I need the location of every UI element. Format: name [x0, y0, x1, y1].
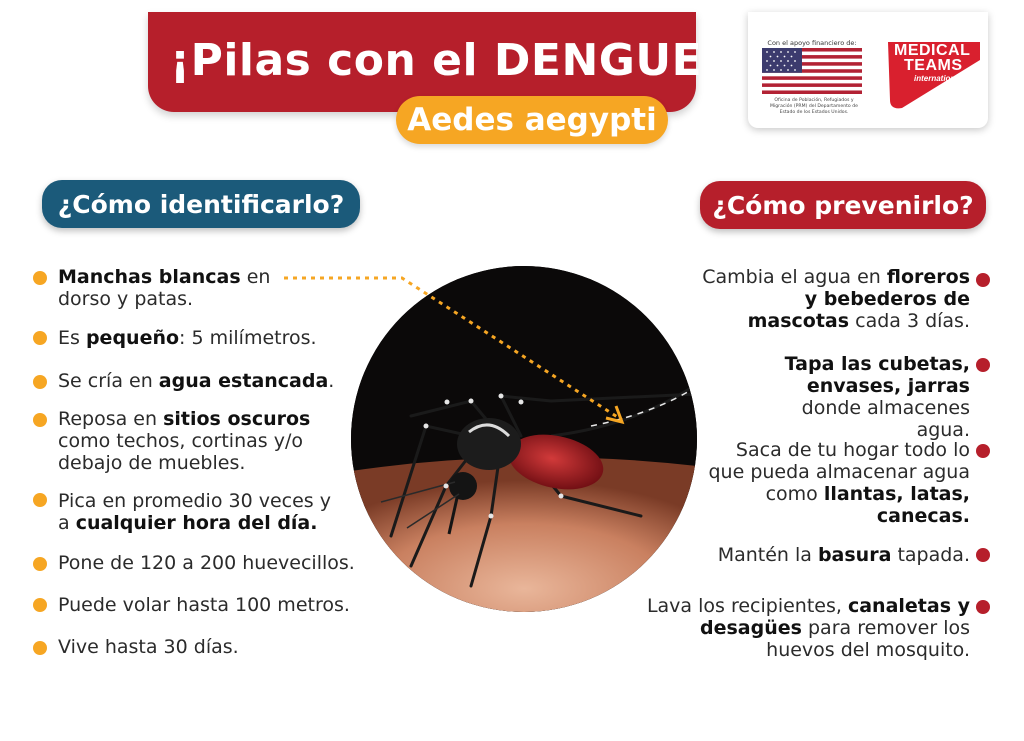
orange-dot-icon: [33, 271, 47, 285]
list-item: Pone de 120 a 200 huevecillos.: [58, 552, 355, 574]
list-item: Saca de tu hogar todo lo que pueda almacenar agua como llantas, latas, canecas.: [708, 439, 970, 527]
red-dot-icon: [976, 600, 990, 614]
identify-heading: ¿Cómo identificarlo?: [42, 180, 360, 228]
medical-teams-logo: [882, 30, 982, 116]
pointer-arrow: [280, 270, 630, 430]
orange-dot-icon: [33, 413, 47, 427]
page-title: ¡Pilas con el DENGUE!: [170, 35, 723, 86]
logo-word-medical: MEDICAL: [894, 42, 971, 59]
list-item: Se cría en agua estancada.: [58, 370, 335, 392]
list-item: Mantén la basura tapada.: [717, 544, 970, 566]
list-item: Reposa en sitios oscuros como techos, cortinas y/o debajo de muebles.: [58, 408, 311, 474]
list-item: Puede volar hasta 100 metros.: [58, 594, 350, 616]
list-item: Cambia el agua en floreros y bebederos de mascotas cada 3 días.: [702, 266, 970, 332]
orange-dot-icon: [33, 493, 47, 507]
list-item: Es pequeño: 5 milímetros.: [58, 327, 317, 349]
red-dot-icon: [976, 548, 990, 562]
sponsor-caption: Con el apoyo financiero de:: [767, 39, 857, 47]
list-item: Pica en promedio 30 veces y a cualquier hora del día.: [58, 490, 331, 534]
orange-dot-icon: [33, 375, 47, 389]
list-item: Tapa las cubetas, envases, jarras donde almacenes agua.: [784, 353, 970, 441]
orange-dot-icon: [33, 641, 47, 655]
red-dot-icon: [976, 358, 990, 372]
list-item: Lava los recipientes, canaletas y desagües para remover los huevos del mosquito.: [646, 595, 970, 661]
us-flag-icon: [762, 48, 862, 94]
logo-word-international: international: [914, 74, 963, 83]
red-dot-icon: [976, 444, 990, 458]
orange-dot-icon: [33, 557, 47, 571]
red-dot-icon: [976, 273, 990, 287]
species-subtitle: Aedes aegypti: [396, 96, 668, 144]
list-item: Vive hasta 30 días.: [58, 636, 239, 658]
logo-word-teams: TEAMS: [904, 57, 963, 74]
sponsor-office-text: Oficina de Población, Refugiados y Migración (PRM) del Departamento de Estado de los Estados Unidos.: [770, 98, 858, 115]
sponsor-box: [748, 12, 988, 128]
list-item: Manchas blancas en dorso y patas.: [58, 266, 271, 310]
orange-dot-icon: [33, 598, 47, 612]
orange-dot-icon: [33, 331, 47, 345]
prevent-heading: ¿Cómo prevenirlo?: [700, 181, 986, 229]
